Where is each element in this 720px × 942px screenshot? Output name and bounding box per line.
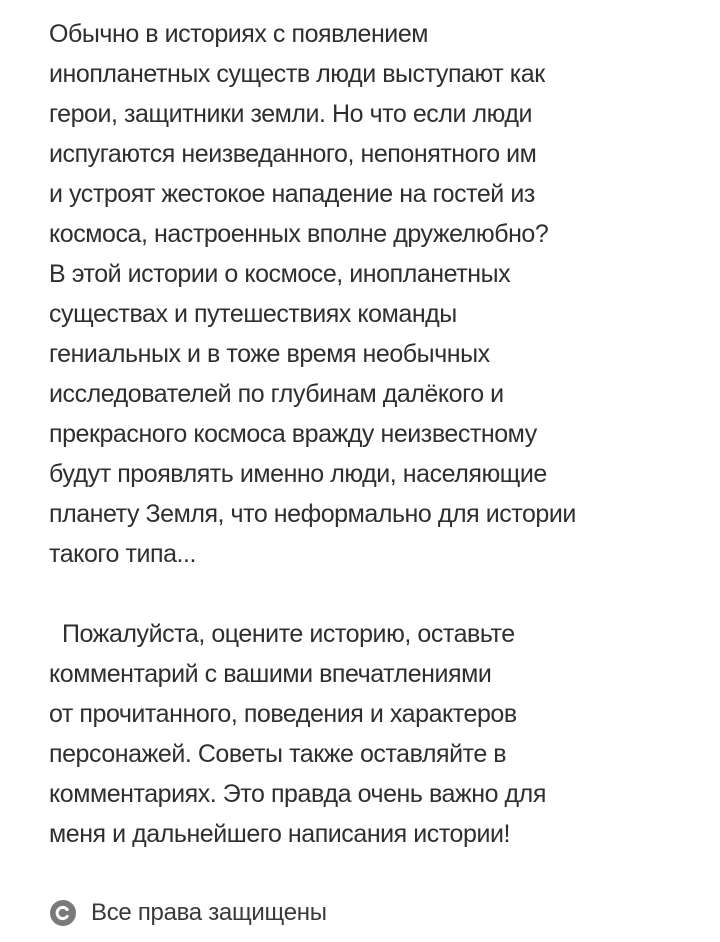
- story-line: инопланетных существ люди выступают как: [49, 60, 545, 88]
- story-line: прекрасного космоса вражду неизвестному: [49, 420, 537, 448]
- story-line: исследователей по глубинам далёкого и: [49, 380, 504, 408]
- paragraph-gap: [49, 574, 709, 614]
- story-line: герои, защитники земли. Но что если люди: [49, 100, 533, 128]
- story-line: существах и путешествиях команды: [49, 300, 457, 328]
- story-line: Обычно в историях с появлением: [49, 20, 429, 48]
- story-line: В этой истории о космосе, инопланетных: [49, 260, 511, 288]
- story-description: [49, 14, 709, 854]
- rights-label: Все права защищены: [91, 899, 327, 926]
- story-line: комментарий с вашими впечатлениями: [49, 660, 492, 688]
- story-line: и устроят жестокое нападение на гостей из: [49, 180, 535, 208]
- story-line: комментариях. Это правда очень важно для: [49, 780, 546, 808]
- story-line: от прочитанного, поведения и характеров: [49, 700, 517, 728]
- story-line: такого типа...: [49, 540, 197, 568]
- story-line: Пожалуйста, оцените историю, оставьте: [49, 620, 515, 648]
- story-line: меня и дальнейшего написания истории!: [49, 820, 510, 848]
- story-line: испугаются неизведанного, непонятного им: [49, 140, 537, 168]
- story-line: космоса, настроенных вполне дружелюбно?: [49, 220, 549, 248]
- story-line: будут проявлять именно люди, населяющие: [49, 460, 547, 488]
- story-line: персонажей. Советы также оставляйте в: [49, 740, 507, 768]
- story-line: планету Земля, что неформально для истории: [49, 500, 576, 528]
- copyright-icon: [49, 899, 77, 927]
- copyright-notice: [49, 893, 327, 933]
- story-line: гениальных и в тоже время необычных: [49, 340, 490, 368]
